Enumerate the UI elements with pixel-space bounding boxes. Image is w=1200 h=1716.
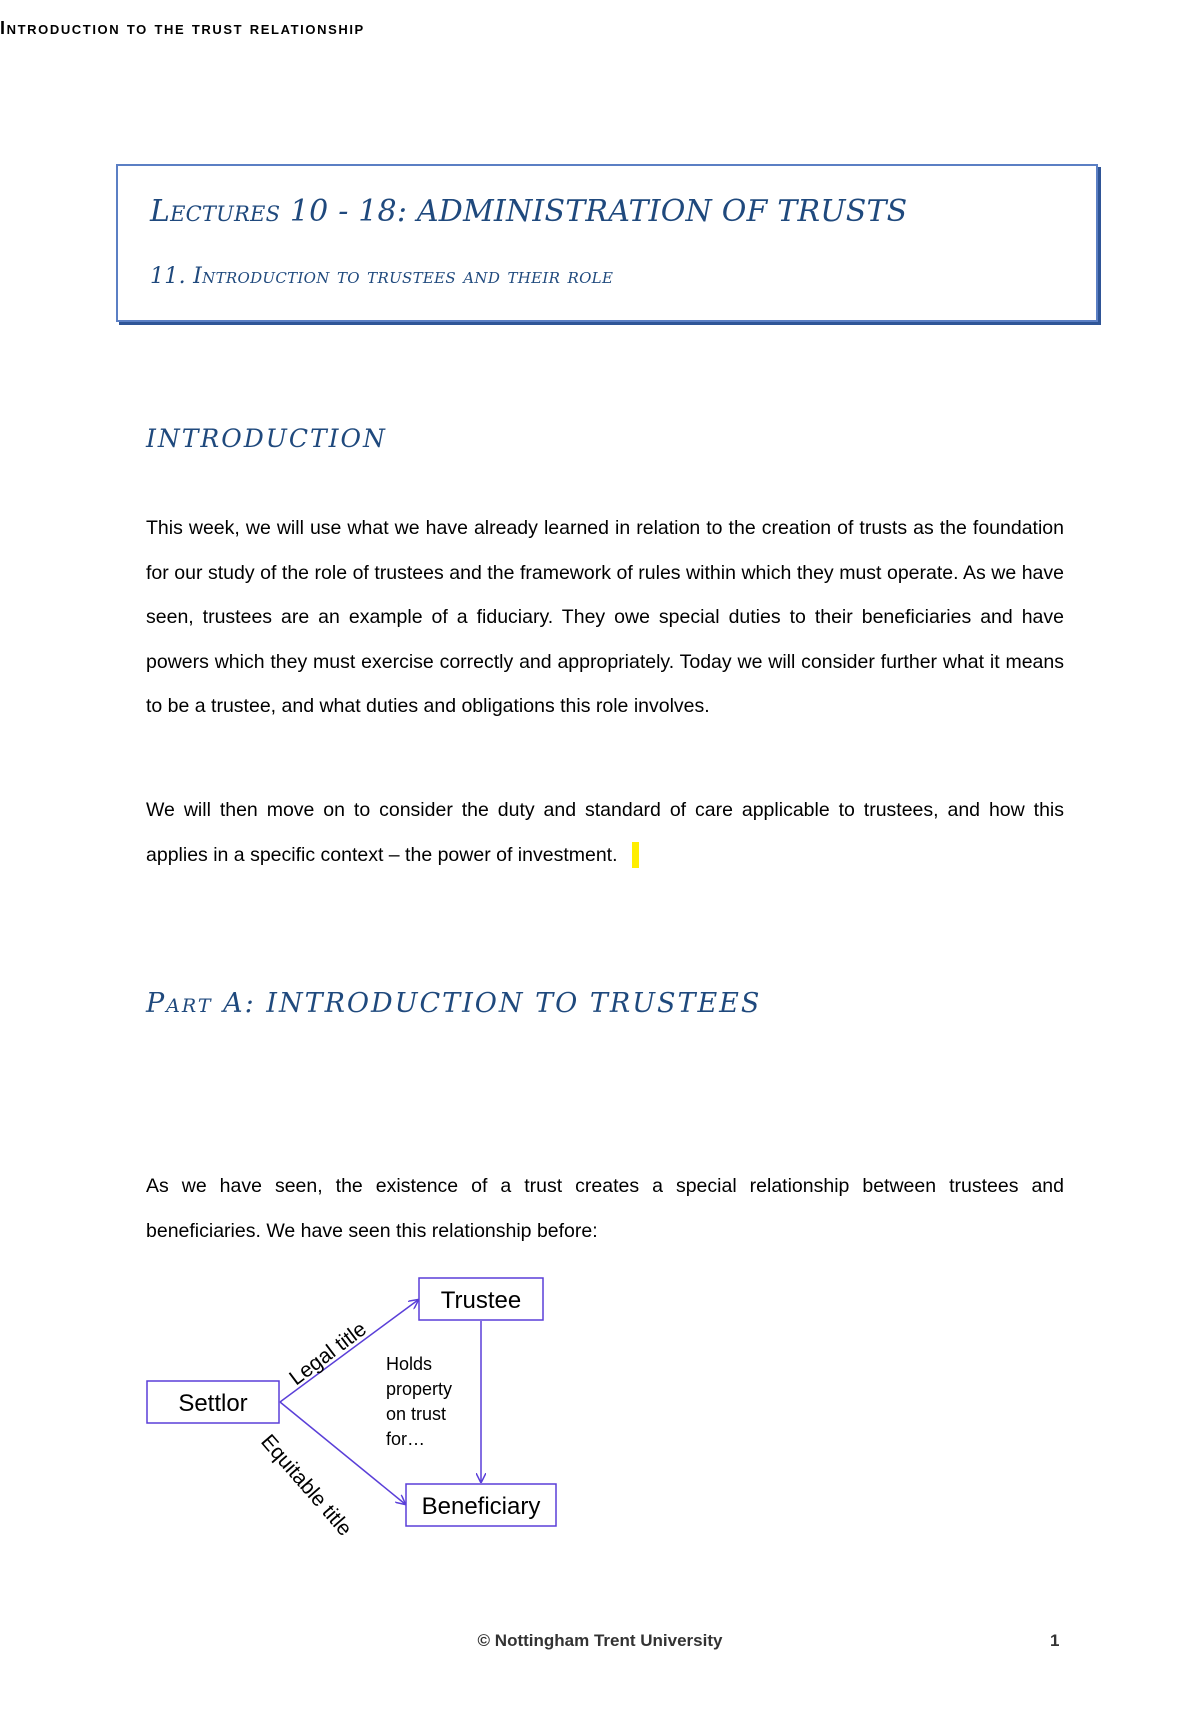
introduction-paragraph-2 — [146, 788, 1064, 877]
part-a-heading: Part A: INTRODUCTION TO TRUSTEES — [146, 988, 762, 1019]
lecture-title: 11. Introduction to trustees and their role — [150, 264, 614, 289]
settlor-label: Settlor — [178, 1390, 248, 1417]
holds-label-line-3: on trust — [386, 1404, 447, 1424]
holds-label-line-1: Holds — [386, 1354, 433, 1374]
legal-title-label: Legal title — [285, 1317, 371, 1390]
introduction-paragraph-2-text: We will then move on to consider the duty and standard of care applicable to trustees, and how this applies in a specific context – the power of investment. — [146, 799, 1064, 866]
holds-label-line-2: property — [386, 1379, 453, 1399]
beneficiary-label: Beneficiary — [421, 1493, 541, 1520]
footer-copyright: © Nottingham Trent University — [477, 1631, 723, 1650]
introduction-paragraph-1: This week, we will use what we have already learned in relation to the creation of trusts as the foundation for our study of the role of trustees and the framework of rules within which they must operate. As we have seen, trustees are an example of a fiduciary. They owe special duties to their beneficiaries and have powers which they must exercise correctly and appropriately. Today we will consider further what it means to be a trustee, and what duties and obligations this role involves. — [146, 517, 1064, 718]
course-title: Lectures 10 - 18: ADMINISTRATION OF TRUSTS — [150, 194, 908, 229]
text-cursor-highlight — [632, 842, 639, 868]
title-box — [116, 164, 1098, 322]
introduction-heading: INTRODUCTION — [146, 424, 387, 453]
trust-relationship-subheading: Introduction to the trust relationship — [0, 18, 365, 38]
trust-relationship-diagram — [140, 1268, 580, 1568]
equitable-title-label: Equitable title — [256, 1430, 357, 1541]
relationship-paragraph: As we have seen, the existence of a trust creates a special relationship between trustees and beneficiaries. We have seen this relationship before: — [146, 1175, 1064, 1242]
trustee-label: Trustee — [440, 1287, 522, 1314]
holds-label-line-4: for… — [386, 1429, 426, 1449]
page-number: 1 — [1050, 1631, 1060, 1650]
